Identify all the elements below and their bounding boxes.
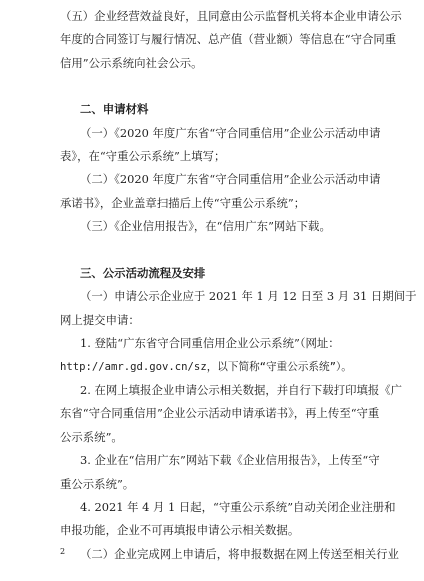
step-4-line-1: 4. 2021 年 4 月 1 日起，“守重公示系统”自动关闭企业注册和 <box>80 500 396 514</box>
process-heading: 三、公示活动流程及安排 <box>80 266 206 280</box>
material-item-1-line-2: 表》，在“守重公示系统”上填写； <box>60 149 226 163</box>
materials-heading: 二、申请材料 <box>80 102 149 116</box>
step-2-line-1: 2. 在网上填报企业申请公示相关数据，并自行下载打印填报《广 <box>80 383 403 397</box>
step-2-line-2: 东省“守合同重信用”企业公示活动申请承诺书》，再上传至“守重 <box>60 406 380 420</box>
process-para-1-line-1: （一）申请公示企业应于 2021 年 1 月 12 日至 3 月 31 日期间于 <box>80 289 417 303</box>
page-number: 2 <box>60 547 66 556</box>
step-4-line-2: 申报功能，企业不可再填报申请公示相关数据。 <box>60 523 300 537</box>
section5-line-2: 年度的合同签订与履行情况、总产值（营业额）等信息在“守合同重 <box>60 32 397 46</box>
step-2-line-3: 公示系统”。 <box>60 430 123 444</box>
section5-line-1: （五）企业经营效益良好，且同意由公示监督机关将本企业申请公示 <box>60 9 402 23</box>
process-para-1-line-2: 网上提交申请： <box>60 313 140 327</box>
material-item-2-line-2: 承诺书》，企业盖章扫描后上传“守重公示系统”； <box>60 196 306 210</box>
process-para-2-line-1: （二）企业完成网上申请后，将申报数据在网上传送至相关行业 <box>80 547 399 561</box>
step-3-line-2: 重公示系统”。 <box>60 477 135 491</box>
material-item-3: （三）《企业信用报告》，在“信用广东”网站下载。 <box>80 219 331 233</box>
material-item-1-line-1: （一）《2020 年度广东省“守合同重信用”企业公示活动申请 <box>80 126 381 140</box>
material-item-2-line-1: （二）《2020 年度广东省“守合同重信用”企业公示活动申请 <box>80 172 381 186</box>
step-1-line-1: 1. 登陆“广东省守合同重信用企业公示系统”（网址： <box>80 336 340 350</box>
step-1-url-line: http://amr.gd.gov.cn/sz，以下简称“守重公示系统”）。 <box>60 361 352 373</box>
section5-line-3: 信用”公示系统向社会公示。 <box>60 56 203 70</box>
step-3-line-1: 3. 企业在“信用广东”网站下载《企业信用报告》，上传至“守 <box>80 453 380 467</box>
